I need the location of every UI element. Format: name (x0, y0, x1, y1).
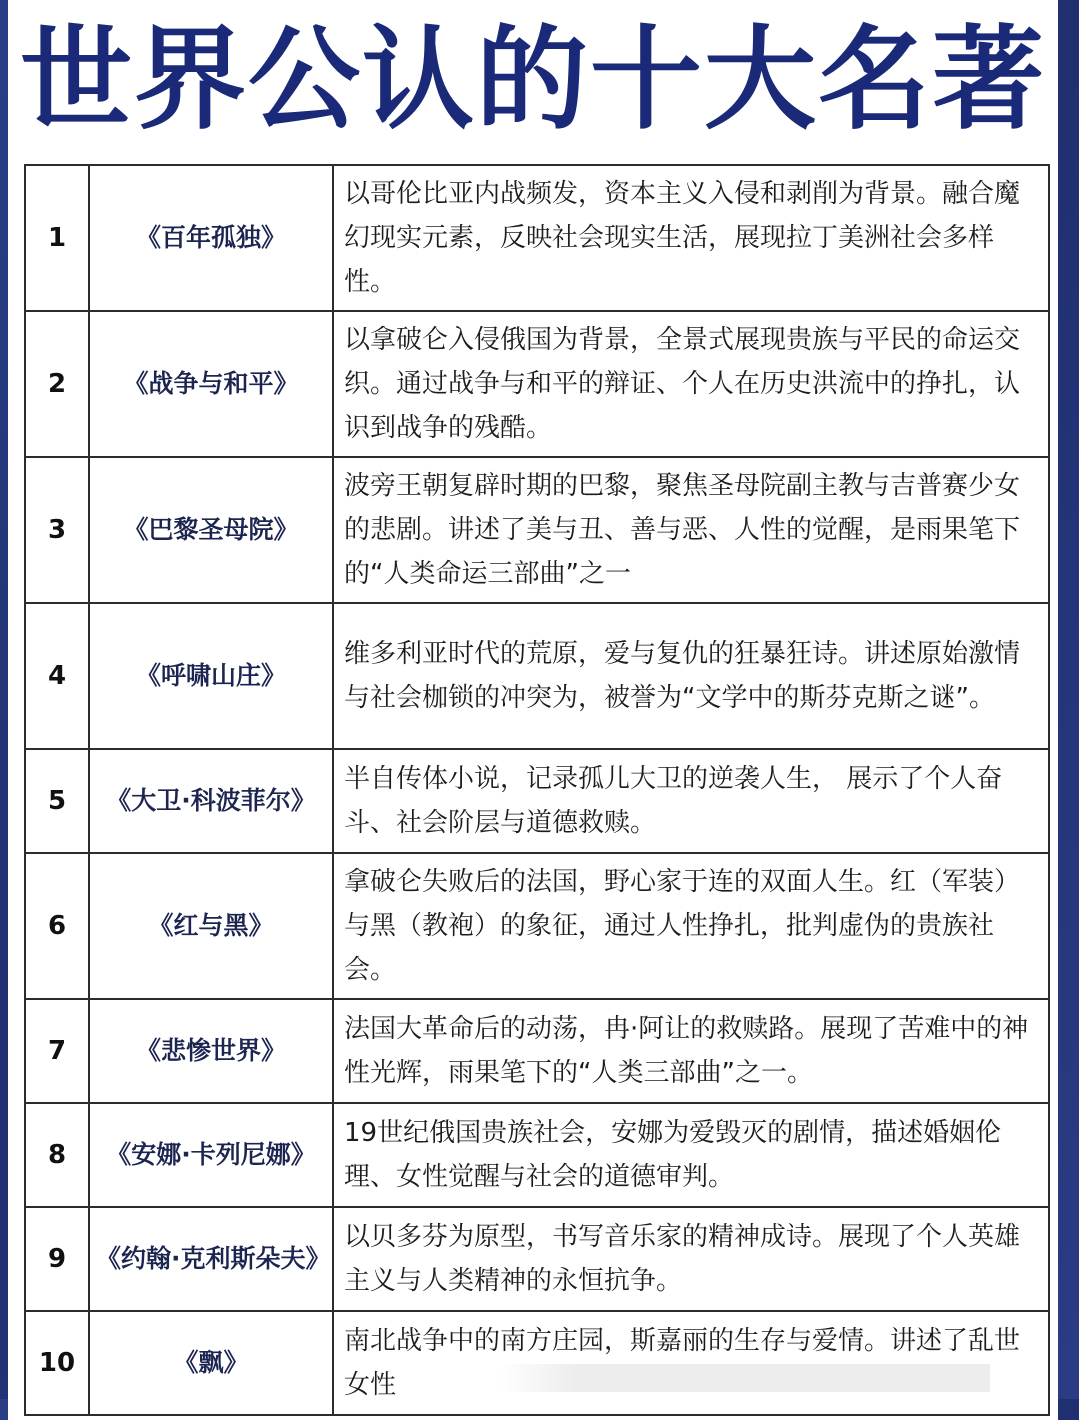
row-number: 5 (25, 749, 89, 853)
row-number: 6 (25, 853, 89, 999)
row-number: 10 (25, 1311, 89, 1415)
row-number: 7 (25, 999, 89, 1103)
book-description: 法国大革命后的动荡，冉·阿让的救赎路。展现了苦难中的神性光辉，雨果笔下的“人类三部曲”之一。 (333, 999, 1049, 1103)
book-title: 《百年孤独》 (89, 165, 333, 311)
table-row (25, 603, 1049, 749)
book-title: 《飘》 (89, 1311, 333, 1415)
page-title: 世界公认的十大名著 (20, 15, 1046, 145)
table-row (25, 1311, 1049, 1415)
book-description: 维多利亚时代的荒原，爱与复仇的狂暴狂诗。讲述原始激情与社会枷锁的冲突为，被誉为“文学中的斯芬克斯之谜”。 (333, 603, 1049, 749)
row-number: 3 (25, 457, 89, 603)
row-number: 2 (25, 311, 89, 457)
table-row (25, 1103, 1049, 1207)
table-row (25, 165, 1049, 311)
book-title: 《战争与和平》 (89, 311, 333, 457)
book-title: 《悲惨世界》 (89, 999, 333, 1103)
bottom-overlay-bar (500, 1364, 990, 1392)
poster-card (8, 0, 1058, 1420)
book-description: 南北战争中的南方庄园，斯嘉丽的生存与爱情。讲述了乱世女性 (333, 1311, 1049, 1415)
row-number: 4 (25, 603, 89, 749)
book-title: 《约翰·克利斯朵夫》 (89, 1207, 333, 1311)
book-title: 《红与黑》 (89, 853, 333, 999)
book-description: 19世纪俄国贵族社会，安娜为爱毁灭的剧情，描述婚姻伦理、女性觉醒与社会的道德审判。 (333, 1103, 1049, 1207)
table-row (25, 1207, 1049, 1311)
row-number: 9 (25, 1207, 89, 1311)
book-description: 拿破仑失败后的法国，野心家于连的双面人生。红（军装）与黑（教袍）的象征，通过人性挣扎，批判虚伪的贵族社会。 (333, 853, 1049, 999)
book-description: 波旁王朝复辟时期的巴黎，聚焦圣母院副主教与吉普赛少女的悲剧。讲述了美与丑、善与恶、人性的觉醒，是雨果笔下的“人类命运三部曲”之一 (333, 457, 1049, 603)
book-title: 《呼啸山庄》 (89, 603, 333, 749)
table-row (25, 311, 1049, 457)
books-table (24, 164, 1050, 1416)
book-title: 《巴黎圣母院》 (89, 457, 333, 603)
book-title: 《安娜·卡列尼娜》 (89, 1103, 333, 1207)
book-description: 以哥伦比亚内战频发，资本主义入侵和剥削为背景。融合魔幻现实元素，反映社会现实生活，展现拉丁美洲社会多样性。 (333, 165, 1049, 311)
row-number: 1 (25, 165, 89, 311)
book-description: 半自传体小说，记录孤儿大卫的逆袭人生， 展示了个人奋斗、社会阶层与道德救赎。 (333, 749, 1049, 853)
table-row (25, 749, 1049, 853)
book-description: 以贝多芬为原型，书写音乐家的精神成诗。展现了个人英雄主义与人类精神的永恒抗争。 (333, 1207, 1049, 1311)
book-title: 《大卫·科波菲尔》 (89, 749, 333, 853)
table-row (25, 853, 1049, 999)
row-number: 8 (25, 1103, 89, 1207)
book-description: 以拿破仑入侵俄国为背景，全景式展现贵族与平民的命运交织。通过战争与和平的辩证、个人在历史洪流中的挣扎，认识到战争的残酷。 (333, 311, 1049, 457)
table-row (25, 457, 1049, 603)
table-row (25, 999, 1049, 1103)
